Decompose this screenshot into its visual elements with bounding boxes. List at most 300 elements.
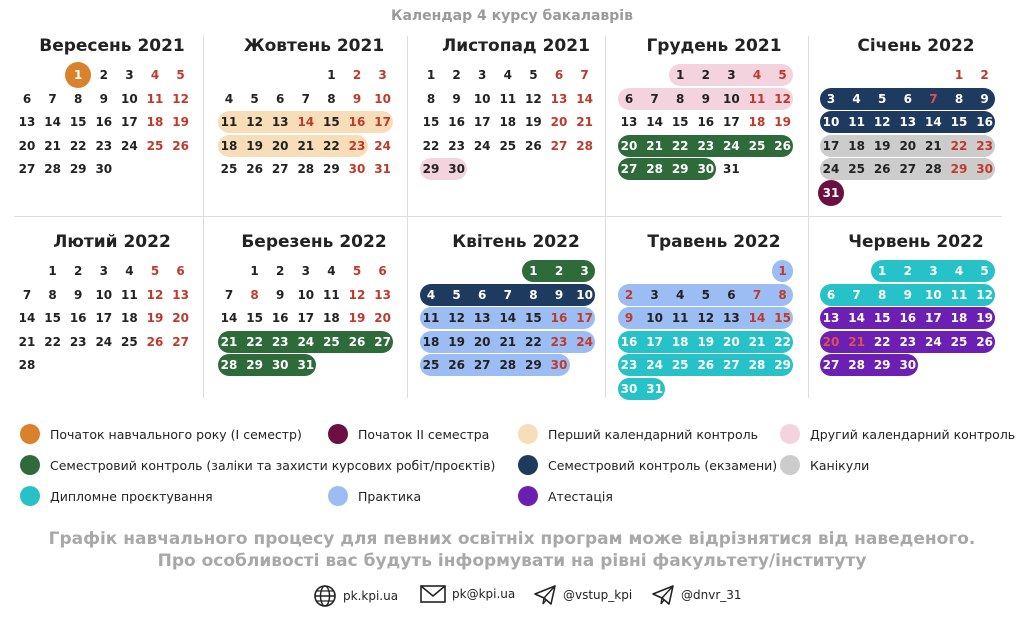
- calendar-day: 10: [121, 91, 138, 106]
- divider: [407, 36, 408, 398]
- calendar-day: 3: [580, 264, 589, 278]
- calendar-day: 12: [774, 91, 791, 106]
- calendar-day: 17: [576, 311, 593, 326]
- calendar-day: 19: [348, 311, 366, 326]
- calendar-day: 25: [146, 138, 164, 153]
- legend-label: Початок ІІ семестра: [358, 426, 490, 442]
- calendar-day: 24: [925, 334, 942, 349]
- calendar-day: 6: [903, 91, 912, 106]
- calendar-day: 16: [69, 311, 87, 326]
- calendar-day: 27: [899, 162, 917, 177]
- legend-item: [518, 486, 613, 506]
- legend-swatch: [518, 424, 538, 444]
- calendar-day: 12: [448, 311, 465, 326]
- calendar-day: 27: [374, 334, 391, 349]
- month-block: [14, 36, 210, 216]
- calendar-day: 9: [624, 311, 634, 326]
- legend-label: Другий календарний контроль: [810, 426, 1016, 442]
- divider: [605, 36, 606, 398]
- calendar-day: 15: [422, 115, 440, 130]
- calendar-day: 29: [323, 162, 340, 177]
- calendar-day: 2: [554, 264, 564, 278]
- calendar-day: 26: [873, 162, 891, 177]
- calendar-day: 2: [99, 68, 108, 82]
- calendar-day: 28: [576, 138, 593, 153]
- globe-icon: [313, 584, 337, 608]
- calendar-day: 31: [297, 358, 315, 373]
- calendar-day: 6: [22, 91, 32, 106]
- month-title: Березень 2022: [241, 232, 387, 252]
- calendar-day: 6: [826, 287, 836, 302]
- month-block: [616, 232, 812, 412]
- month-block: [14, 232, 210, 412]
- calendar-day: 18: [671, 334, 689, 349]
- calendar-day: 11: [323, 287, 340, 302]
- calendar-day: 11: [499, 91, 517, 106]
- calendar-day: 13: [172, 287, 189, 302]
- calendar-day: 4: [125, 264, 134, 278]
- calendar-day: 10: [374, 91, 391, 106]
- calendar-day: 14: [748, 311, 766, 326]
- month-block: [216, 232, 412, 412]
- calendar-day: 12: [172, 91, 189, 106]
- calendar-day: 22: [422, 138, 440, 153]
- calendar-day: 19: [146, 311, 164, 326]
- calendar-day: 1: [250, 264, 259, 278]
- calendar-day: 1: [74, 68, 83, 82]
- calendar-day: 11: [748, 91, 766, 106]
- calendar-day: 27: [18, 162, 36, 177]
- calendar-day: 20: [18, 138, 36, 153]
- calendar-day: 13: [473, 311, 491, 326]
- calendar-day: 22: [950, 138, 968, 153]
- legend-swatch: [20, 455, 40, 475]
- calendar-day: 13: [271, 115, 289, 130]
- calendar-day: 6: [478, 287, 487, 302]
- legend-item: [518, 455, 777, 475]
- telegram-1-text: @vstup_kpi: [563, 588, 633, 602]
- calendar-day: 13: [822, 311, 840, 326]
- legend-label: Перший календарний контроль: [548, 426, 758, 442]
- calendar-day: 19: [448, 334, 465, 349]
- calendar-day: 13: [374, 287, 391, 302]
- calendar-day: 16: [697, 115, 715, 130]
- calendar-day: 22: [671, 138, 689, 153]
- month-block: [418, 232, 614, 412]
- contact-telegram-2[interactable]: [651, 584, 742, 606]
- calendar-day: 14: [18, 311, 36, 326]
- calendar-day: 25: [671, 358, 689, 373]
- calendar-day: 26: [976, 334, 993, 349]
- calendar-day: 6: [554, 68, 564, 82]
- mail-icon: [420, 584, 446, 604]
- legend-item: [780, 455, 869, 475]
- calendar-day: 21: [297, 138, 315, 153]
- calendar-day: 15: [525, 311, 542, 326]
- calendar-day: 18: [146, 115, 164, 130]
- site-text: pk.kpi.ua: [343, 589, 399, 603]
- calendar-day: 24: [473, 138, 491, 153]
- calendar-day: 26: [348, 334, 366, 349]
- calendar-day: 19: [246, 138, 263, 153]
- month-block: [418, 36, 614, 216]
- calendar-day: 31: [646, 382, 663, 396]
- calendar-day: 4: [150, 68, 160, 82]
- calendar-day: 26: [697, 358, 715, 373]
- calendar-day: 7: [301, 91, 310, 106]
- calendar-day: 12: [697, 311, 715, 326]
- calendar-day: 12: [246, 115, 263, 130]
- calendar-day: 26: [146, 334, 164, 349]
- calendar-day: 21: [576, 115, 593, 130]
- calendar-day: 5: [529, 68, 538, 82]
- calendar-day: 19: [774, 115, 791, 130]
- contact-telegram-1[interactable]: [533, 584, 632, 606]
- calendar-day: 8: [778, 287, 787, 302]
- calendar-day: 1: [778, 264, 787, 278]
- calendar-day: 13: [550, 91, 568, 106]
- calendar-day: 25: [748, 138, 766, 153]
- calendar-day: 23: [976, 138, 993, 153]
- divider: [203, 36, 204, 398]
- calendar-day: 15: [246, 311, 263, 326]
- legend-label: Канікули: [810, 457, 870, 473]
- calendar-day: 27: [473, 358, 491, 373]
- calendar-day: 28: [499, 358, 517, 373]
- legend-item: [20, 455, 495, 475]
- calendar-day: 6: [727, 287, 736, 302]
- calendar-day: 30: [899, 358, 917, 373]
- calendar-day: 7: [929, 91, 938, 106]
- calendar-day: 2: [74, 264, 83, 278]
- calendar-day: 23: [899, 334, 917, 349]
- calendar-day: 29: [671, 162, 689, 177]
- calendar-day: 5: [352, 264, 362, 278]
- calendar-day: 29: [525, 358, 542, 373]
- legend-swatch: [328, 486, 348, 506]
- calendar-day: 26: [246, 162, 263, 177]
- calendar-day: 9: [903, 287, 912, 302]
- calendar-day: 12: [873, 115, 891, 130]
- calendar-day: 24: [576, 334, 593, 349]
- calendar-day: 9: [352, 91, 362, 106]
- calendar-day: 14: [576, 91, 593, 106]
- month-title: Червень 2022: [848, 232, 984, 252]
- calendar-day: 13: [899, 115, 917, 130]
- calendar-day: 22: [774, 334, 791, 349]
- calendar-day: 12: [348, 287, 366, 302]
- calendar-day: 4: [426, 287, 436, 302]
- month-block: [216, 36, 412, 216]
- calendar-day: 2: [624, 287, 634, 302]
- calendar-day: 2: [276, 264, 285, 278]
- calendar-day: 1: [529, 264, 538, 278]
- calendar-day: 21: [848, 334, 865, 349]
- calendar-day: 3: [125, 68, 134, 82]
- calendar-day: 25: [220, 162, 238, 177]
- calendar-day: 24: [121, 138, 138, 153]
- calendar-day: 14: [297, 115, 315, 130]
- calendar-day: 30: [620, 382, 638, 396]
- calendar-day: 18: [323, 311, 340, 326]
- calendar-day: 13: [620, 115, 638, 130]
- calendar-day: 4: [224, 91, 234, 106]
- calendar-day: 25: [323, 334, 340, 349]
- calendar-day: 23: [620, 358, 638, 373]
- calendar-day: 22: [525, 334, 542, 349]
- calendar-day: 18: [121, 311, 138, 326]
- telegram-icon: [651, 584, 675, 606]
- calendar-day: 17: [374, 115, 391, 130]
- calendar-day: 23: [69, 334, 87, 349]
- calendar-day: 27: [620, 162, 638, 177]
- calendar-day: 20: [550, 115, 568, 130]
- calendar-day: 4: [852, 91, 861, 106]
- calendar-day: 9: [74, 287, 83, 302]
- calendar-day: 20: [723, 334, 740, 349]
- calendar-day: 30: [976, 162, 993, 177]
- calendar-day: 25: [121, 334, 138, 349]
- calendar-day: 6: [276, 91, 285, 106]
- calendar-day: 23: [95, 138, 113, 153]
- calendar-day: 18: [748, 115, 766, 130]
- calendar-day: 31: [822, 186, 840, 200]
- telegram-icon: [533, 584, 557, 606]
- calendar-day: 24: [297, 334, 315, 349]
- calendar-day: 23: [448, 138, 465, 153]
- calendar-day: 25: [499, 138, 517, 153]
- calendar-day: 28: [646, 162, 663, 177]
- calendar-day: 16: [976, 115, 993, 130]
- calendar-day: 12: [525, 91, 542, 106]
- calendar-day: 29: [246, 358, 263, 373]
- calendar-day: 10: [822, 115, 840, 130]
- calendar-day: 23: [271, 334, 289, 349]
- calendar-day: 8: [48, 287, 57, 302]
- calendar-day: 20: [172, 311, 189, 326]
- calendar-day: 28: [18, 358, 36, 373]
- calendar-day: 15: [44, 311, 61, 326]
- calendar-day: 1: [878, 264, 887, 278]
- calendar-day: 30: [550, 358, 568, 373]
- calendar-title: Календар 4 курсу бакалаврів: [391, 8, 633, 24]
- divider: [14, 216, 1002, 217]
- contact-site[interactable]: [313, 584, 398, 608]
- calendar-day: 27: [172, 334, 189, 349]
- calendar-day: 7: [224, 287, 234, 302]
- calendar-day: 18: [950, 311, 968, 326]
- legend-item: [328, 486, 421, 506]
- calendar-day: 29: [950, 162, 968, 177]
- calendar-day: 24: [822, 162, 840, 177]
- calendar-day: 16: [620, 334, 638, 349]
- calendar-day: 15: [69, 115, 87, 130]
- calendar-day: 25: [422, 358, 440, 373]
- calendar-day: 23: [550, 334, 568, 349]
- calendar-day: 8: [954, 91, 964, 106]
- calendar-day: 9: [452, 91, 461, 106]
- calendar-day: 26: [172, 138, 189, 153]
- legend-label: Практика: [358, 488, 422, 504]
- calendar-day: 5: [176, 68, 185, 82]
- calendar-day: 16: [95, 115, 113, 130]
- email-text: pk@kpi.ua: [452, 587, 516, 601]
- calendar-day: 16: [899, 311, 917, 326]
- calendar-day: 16: [550, 311, 568, 326]
- calendar-day: 24: [374, 138, 391, 153]
- calendar-day: 28: [925, 162, 942, 177]
- calendar-day: 12: [976, 287, 993, 302]
- calendar-day: 10: [95, 287, 113, 302]
- calendar-day: 9: [99, 91, 108, 106]
- calendar-day: 19: [525, 115, 542, 130]
- calendar-day: 11: [422, 311, 440, 326]
- note-line-1: Графік навчального процесу для певних освітніх програм може відрізнятися від наведеного.: [48, 529, 976, 549]
- calendar-day: 18: [422, 334, 440, 349]
- calendar-day: 20: [899, 138, 917, 153]
- contact-email[interactable]: [420, 584, 515, 604]
- legend-swatch: [780, 424, 800, 444]
- calendar-day: 8: [676, 91, 685, 106]
- calendar-day: 14: [220, 311, 238, 326]
- calendar-day: 3: [99, 264, 108, 278]
- calendar-day: 15: [873, 311, 891, 326]
- calendar-day: 22: [323, 138, 340, 153]
- calendar-day: 29: [69, 162, 87, 177]
- calendar-day: 6: [378, 264, 387, 278]
- telegram-2-text: @dnvr_31: [681, 588, 742, 602]
- calendar-day: 1: [676, 68, 685, 82]
- calendar-day: 1: [327, 68, 336, 82]
- calendar-day: 14: [499, 311, 517, 326]
- calendar-day: 2: [352, 68, 362, 82]
- calendar-day: 3: [378, 68, 387, 82]
- calendar-day: 31: [374, 162, 391, 177]
- calendar-day: 8: [426, 91, 436, 106]
- month-title: Квітень 2022: [452, 232, 580, 252]
- calendar-day: 14: [44, 115, 61, 130]
- calendar-day: 20: [822, 334, 840, 349]
- calendar-day: 19: [873, 138, 891, 153]
- calendar-day: 21: [748, 334, 766, 349]
- calendar-day: 4: [503, 68, 512, 82]
- calendar-day: 28: [848, 358, 865, 373]
- month-block: [818, 232, 1014, 412]
- calendar-day: 15: [950, 115, 968, 130]
- divider: [808, 36, 809, 398]
- calendar-day: 22: [873, 334, 891, 349]
- calendar-day: 5: [701, 287, 710, 302]
- legend-label: Семестровий контроль (екзамени): [548, 457, 778, 473]
- calendar-day: 13: [18, 115, 36, 130]
- calendar-day: 14: [925, 115, 942, 130]
- calendar-day: 10: [723, 91, 740, 106]
- calendar-day: 30: [697, 162, 715, 177]
- legend-item: [518, 424, 758, 444]
- legend-item: [780, 424, 1015, 444]
- calendar-day: 22: [44, 334, 61, 349]
- calendar-day: 5: [250, 91, 259, 106]
- calendar-day: 17: [646, 334, 663, 349]
- calendar-day: 2: [903, 264, 912, 278]
- calendar-day: 28: [748, 358, 766, 373]
- calendar-day: 21: [220, 334, 238, 349]
- legend-item: [20, 486, 213, 506]
- month-title: Січень 2022: [857, 36, 975, 56]
- calendar-day: 15: [671, 115, 689, 130]
- note: [0, 528, 1024, 572]
- calendar-day: 6: [176, 264, 185, 278]
- calendar-day: 1: [426, 68, 436, 82]
- calendar-day: 17: [297, 311, 315, 326]
- calendar-day: 7: [650, 91, 659, 106]
- calendar-day: 4: [954, 264, 964, 278]
- calendar-day: 30: [348, 162, 366, 177]
- legend-item: [20, 424, 302, 444]
- calendar-day: 10: [297, 287, 315, 302]
- calendar-day: 18: [499, 115, 517, 130]
- calendar-day: 17: [925, 311, 942, 326]
- calendar-day: 1: [48, 264, 57, 278]
- calendar-day: 20: [620, 138, 638, 153]
- calendar-day: 16: [448, 115, 465, 130]
- calendar-day: 8: [74, 91, 83, 106]
- legend-swatch: [518, 455, 538, 475]
- calendar-day: 28: [297, 162, 315, 177]
- calendar-day: 25: [848, 162, 865, 177]
- calendar-day: 21: [18, 334, 36, 349]
- legend-swatch: [518, 486, 538, 506]
- calendar-day: 23: [348, 138, 366, 153]
- legend-label: Атестація: [548, 488, 613, 504]
- calendar-day: 28: [44, 162, 61, 177]
- calendar-day: 14: [848, 311, 865, 326]
- calendar-day: 29: [422, 162, 440, 177]
- calendar-day: 10: [576, 287, 593, 302]
- calendar-day: 17: [121, 115, 138, 130]
- calendar-day: 10: [925, 287, 942, 302]
- calendar-day: 17: [473, 115, 491, 130]
- calendar-day: 8: [327, 91, 336, 106]
- calendar-day: 5: [980, 264, 989, 278]
- legend-swatch: [20, 424, 40, 444]
- calendar-day: 16: [271, 311, 289, 326]
- calendar-day: 13: [723, 311, 740, 326]
- month-block: [818, 36, 1014, 216]
- calendar-day: 17: [723, 115, 740, 130]
- calendar-day: 19: [172, 115, 189, 130]
- calendar-day: 3: [929, 264, 938, 278]
- calendar-day: 14: [646, 115, 663, 130]
- calendar-day: 3: [650, 287, 659, 302]
- calendar-day: 23: [697, 138, 715, 153]
- calendar-day: 17: [822, 138, 840, 153]
- legend-label: Початок навчального року (І семестр): [50, 426, 302, 442]
- calendar-day: 5: [878, 91, 887, 106]
- calendar-day: 19: [976, 311, 993, 326]
- calendar-day: 7: [752, 287, 762, 302]
- legend-swatch: [20, 486, 40, 506]
- calendar-day: 25: [950, 334, 968, 349]
- calendar-day: 11: [848, 115, 865, 130]
- calendar-day: 2: [980, 68, 989, 82]
- month-title: Лютий 2022: [53, 232, 171, 252]
- calendar-day: 24: [723, 138, 740, 153]
- calendar-day: 17: [95, 311, 113, 326]
- calendar-day: 2: [452, 68, 461, 82]
- calendar-day: 4: [327, 264, 336, 278]
- calendar-day: 10: [473, 91, 491, 106]
